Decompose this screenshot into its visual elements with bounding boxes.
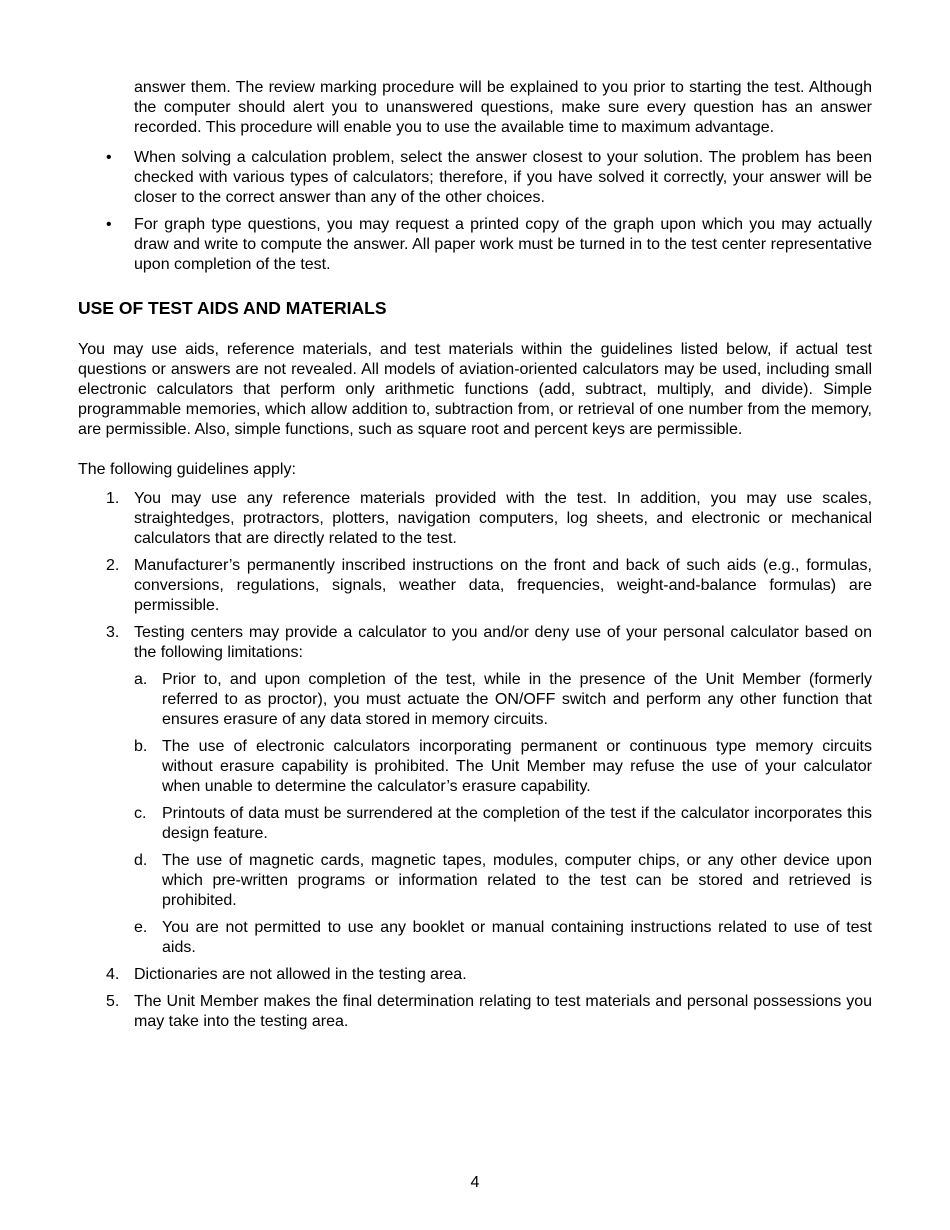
guideline-item: [78, 489, 872, 549]
bullet-list: [78, 148, 872, 275]
limitation-item: [134, 804, 872, 844]
guideline-number: 4.: [106, 966, 120, 983]
limitation-text: The use of electronic calculators incorporating permanent or continuous type memory circuits without erasure capability is prohibited. The Unit Member may refuse the use of your calculator when unable to determine the calculator’s erasure capability.: [162, 738, 872, 795]
limitation-item: [134, 918, 872, 958]
continued-paragraph: answer them. The review marking procedure will be explained to you prior to starting the test. Although the computer should alert you to unanswered questions, make sure every question has an answer recorded. This procedure will enable you to use the available time to maximum advantage.: [134, 79, 872, 136]
limitation-item: [134, 670, 872, 730]
limitation-text: Prior to, and upon completion of the test, while in the presence of the Unit Member (formerly referred to as proctor), you must actuate the ON/OFF switch and perform any other function that ensures erasure of any data stored in memory circuits.: [162, 671, 872, 728]
guideline-number: 1.: [106, 490, 120, 507]
limitation-letter: e.: [134, 919, 148, 936]
page-number: 4: [470, 1174, 480, 1191]
guideline-number: 3.: [106, 624, 120, 641]
bullet-item: • For graph type questions, you may request a printed copy of the graph upon which you may actually draw and write to compute the answer. All paper work must be turned in to the test center representative upon completion of the test.: [78, 215, 872, 275]
guideline-text: You may use any reference materials provided with the test. In addition, you may use scales, straightedges, protractors, plotters, navigation computers, log sheets, and electronic or mechanical calculators that are directly related to the test.: [134, 490, 872, 547]
limitation-item: [134, 851, 872, 911]
guideline-item: [78, 965, 872, 985]
guideline-item: [78, 556, 872, 616]
intro-paragraph: You may use aids, reference materials, and test materials within the guidelines listed below, if actual test questions or answers are not revealed. All models of aviation-oriented calculators may be used, including small electronic calculators that perform only arithmetic functions (add, subtract, multiply, and divide). Simple programmable memories, which allow addition to, subtraction from, or retrieval of one number from the memory, are permissible. Also, simple functions, such as square root and percent keys are permissible.: [78, 341, 872, 438]
limitation-item: [134, 737, 872, 797]
document-page: [78, 78, 872, 1039]
guidelines-list: [78, 489, 872, 1032]
limitation-letter: c.: [134, 805, 147, 822]
guideline-text: Manufacturer’s permanently inscribed instructions on the front and back of such aids (e.g., formulas, conversions, regulations, signals, weather data, frequencies, weight-and-balance formulas) are permissible.: [134, 557, 872, 614]
guideline-item: [78, 992, 872, 1032]
section-heading: USE OF TEST AIDS AND MATERIALS: [78, 298, 387, 318]
guideline-text: Dictionaries are not allowed in the testing area.: [134, 966, 467, 983]
limitation-text: You are not permitted to use any booklet or manual containing instructions related to use of test aids.: [162, 919, 872, 956]
limitations-list: [134, 670, 872, 958]
limitation-text: Printouts of data must be surrendered at the completion of the test if the calculator incorporates this design feature.: [162, 805, 872, 842]
limitation-letter: a.: [134, 671, 148, 688]
guideline-text: The Unit Member makes the final determination relating to test materials and personal possessions you may take into the testing area.: [134, 993, 872, 1030]
bullet-item: • When solving a calculation problem, select the answer closest to your solution. The problem has been checked with various types of calculators; therefore, if you have solved it correctly, your answer will be closer to the correct answer than any of the other choices.: [78, 148, 872, 208]
guidelines-intro: The following guidelines apply:: [78, 461, 296, 478]
limitation-text: The use of magnetic cards, magnetic tapes, modules, computer chips, or any other device upon which pre-written programs or information related to the test can be stored and retrieved is prohibited.: [162, 852, 872, 909]
guideline-text: Testing centers may provide a calculator to you and/or deny use of your personal calculator based on the following limitations:: [134, 624, 872, 661]
limitation-letter: d.: [134, 852, 148, 869]
limitation-letter: b.: [134, 738, 148, 755]
guideline-number: 5.: [106, 993, 120, 1010]
guideline-item: [78, 623, 872, 958]
guideline-number: 2.: [106, 557, 120, 574]
